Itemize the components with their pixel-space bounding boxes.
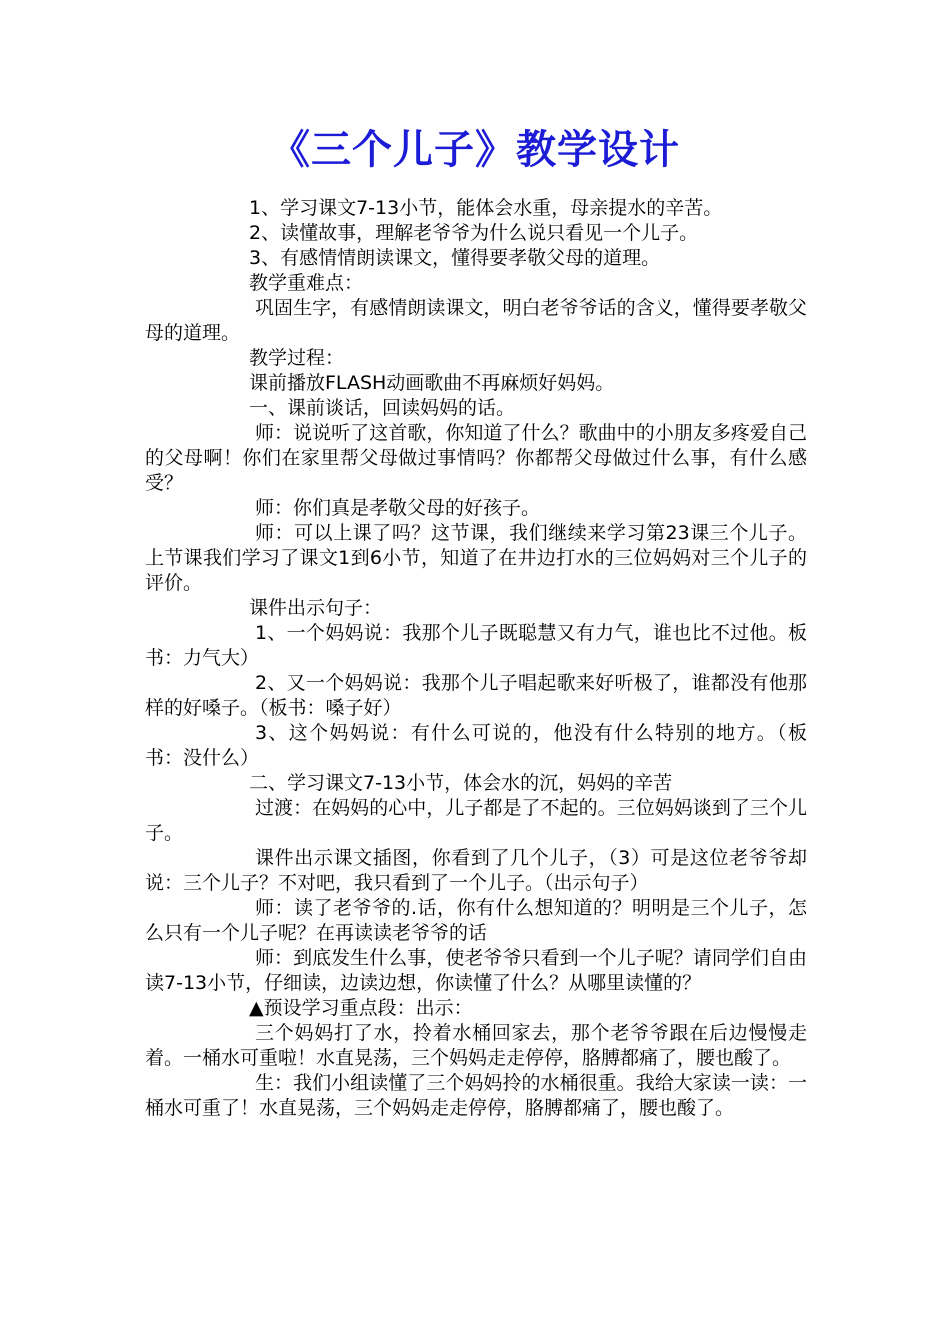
section-heading: 一、课前谈话，回读妈妈的话。: [249, 397, 516, 419]
paragraph: 3、这个妈妈说：有什么可说的，他没有什么特别的地方。（板书：没什么）: [145, 722, 807, 769]
paragraph: 三个妈妈打了水，拎着水桶回家去，那个老爷爷跟在后边慢慢走着。一桶水可重啦！水直晃荡，三个妈妈走走停停，胳膊都痛了，腰也酸了。: [145, 1022, 807, 1069]
paragraph: 课件出示句子：: [249, 597, 383, 619]
paragraph: 课前播放FLASH动画歌曲不再麻烦好妈妈。: [249, 372, 615, 394]
paragraph: 师：说说听了这首歌，你知道了什么？歌曲中的小朋友多疼爱自己的父母啊！你们在家里帮父母做过事情吗？你都帮父母做过什么事，有什么感受？: [145, 422, 807, 494]
section-heading: 教学过程：: [249, 347, 345, 369]
paragraph: ▲预设学习重点段：出示：: [249, 997, 473, 1019]
paragraph: 1、一个妈妈说：我那个儿子既聪慧又有力气，谁也比不过他。板书：力气大）: [145, 622, 807, 669]
paragraph: 巩固生字，有感情朗读课文，明白老爷爷话的含义，懂得要孝敬父母的道理。: [145, 297, 807, 344]
paragraph: 师：可以上课了吗？这节课，我们继续来学习第23课三个儿子。上节课我们学习了课文1到6小节，知道了在井边打水的三位妈妈对三个儿子的评价。: [145, 522, 807, 594]
paragraph: 师：读了老爷爷的.话，你有什么想知道的？明明是三个儿子，怎么只有一个儿子呢？在再读读老爷爷的话: [145, 897, 807, 944]
paragraph: 师：你们真是孝敬父母的好孩子。: [255, 497, 541, 519]
paragraph: 3、有感情情朗读课文，懂得要孝敬父母的道理。: [249, 247, 661, 269]
paragraph: 2、读懂故事，理解老爷爷为什么说只看见一个儿子。: [249, 222, 699, 244]
paragraph: 课件出示课文插图，你看到了几个儿子，（3）可是这位老爷爷却说：三个儿子？不对吧，我只看到了一个儿子。（出示句子）: [145, 847, 807, 894]
document-body: [145, 196, 807, 1121]
paragraph: 2、又一个妈妈说：我那个儿子唱起歌来好听极了，谁都没有他那样的好嗓子。（板书：嗓子好）: [145, 672, 807, 719]
paragraph: 生：我们小组读懂了三个妈妈拎的水桶很重。我给大家读一读：一桶水可重了！水直晃荡，三个妈妈走走停停，胳膊都痛了，腰也酸了。: [145, 1072, 807, 1119]
paragraph: 1、学习课文7-13小节，能体会水重，母亲提水的辛苦。: [249, 197, 723, 219]
paragraph: 过渡：在妈妈的心中，儿子都是了不起的。三位妈妈谈到了三个儿子。: [145, 797, 807, 844]
paragraph: 师：到底发生什么事，使老爷爷只看到一个儿子呢？请同学们自由读7-13小节，仔细读，边读边想，你读懂了什么？从哪里读懂的？: [145, 947, 807, 994]
section-heading: 二、学习课文7-13小节，体会水的沉，妈妈的辛苦: [249, 772, 673, 794]
document-title: 《三个儿子》教学设计: [270, 126, 680, 173]
section-heading: 教学重难点：: [249, 272, 364, 294]
